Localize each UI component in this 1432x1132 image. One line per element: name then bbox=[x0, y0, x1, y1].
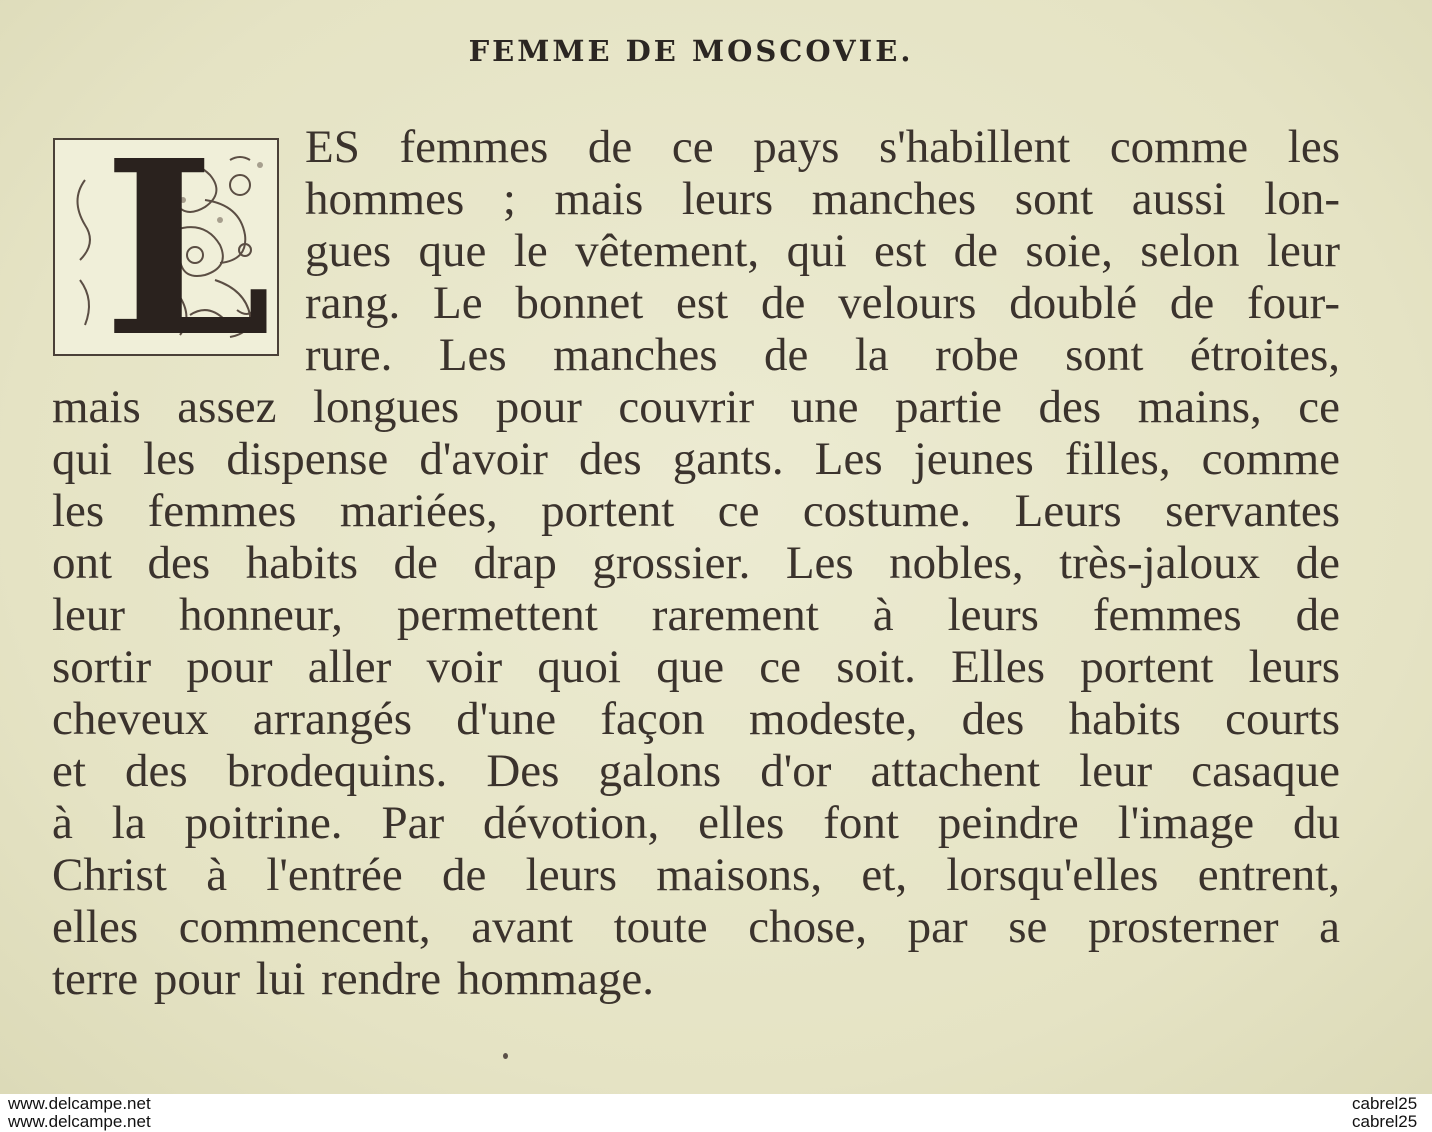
watermark-site-top: www.delcampe.net bbox=[8, 1094, 151, 1113]
text-line: cheveux arrangés d'une façon modeste, des habits courts bbox=[52, 693, 1340, 745]
text-line: ES femmes de ce pays s'habillent comme les bbox=[305, 121, 1340, 173]
watermark-user-top: cabrel25 bbox=[1352, 1094, 1418, 1113]
decorated-initial bbox=[53, 108, 279, 390]
watermark-user-bottom: cabrel25 bbox=[1352, 1112, 1418, 1131]
text-line: gues que le vêtement, qui est de soie, selon leur bbox=[305, 225, 1340, 277]
watermark-site-bottom: www.delcampe.net bbox=[8, 1112, 151, 1131]
text-line-last: terre pour lui rendre hommage. bbox=[52, 953, 654, 1005]
drop-cap-letter: L bbox=[103, 108, 272, 390]
text-line: elles commencent, avant toute chose, par se prosterner a bbox=[52, 901, 1340, 953]
text-line: qui les dispense d'avoir des gants. Les jeunes filles, comme bbox=[52, 433, 1340, 485]
watermark-footer bbox=[0, 1094, 1432, 1132]
text-line: Christ à l'entrée de leurs maisons, et, lorsqu'elles entrent, bbox=[52, 849, 1340, 901]
text-line: hommes ; mais leurs manches sont aussi lon- bbox=[305, 173, 1340, 225]
text-line: leur honneur, permettent rarement à leurs femmes de bbox=[52, 589, 1340, 641]
page-title: FEMME DE MOSCOVIE. bbox=[468, 34, 914, 68]
text-line: à la poitrine. Par dévotion, elles font peindre l'image du bbox=[52, 797, 1340, 849]
text-line: les femmes mariées, portent ce costume. Leurs servantes bbox=[52, 485, 1340, 537]
ink-dot bbox=[503, 1053, 508, 1059]
text-line: sortir pour aller voir quoi que ce soit. Elles portent leurs bbox=[52, 641, 1340, 693]
text-line: rure. Les manches de la robe sont étroites, bbox=[305, 329, 1340, 381]
text-line: rang. Le bonnet est de velours doublé de four- bbox=[305, 277, 1340, 329]
text-line: et des brodequins. Des galons d'or attachent leur casaque bbox=[52, 745, 1340, 797]
text-line: mais assez longues pour couvrir une partie des mains, ce bbox=[52, 381, 1340, 433]
text-line: ont des habits de drap grossier. Les nobles, très-jaloux de bbox=[52, 537, 1340, 589]
